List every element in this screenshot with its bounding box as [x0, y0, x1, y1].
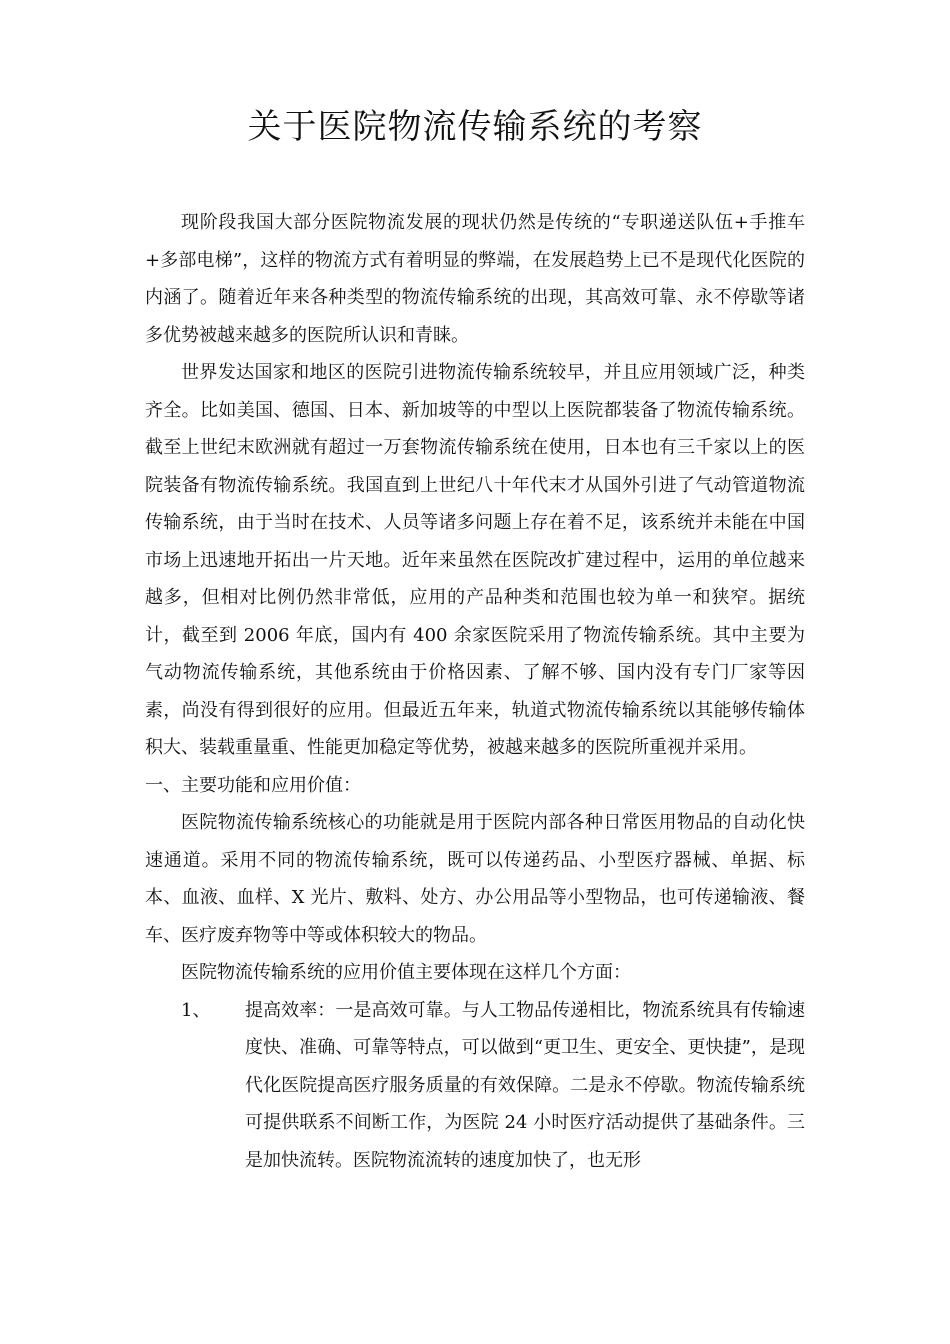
- list-item-text: 提高效率：一是高效可靠。与人工物品传递相比，物流系统具有传输速度快、准确、可靠等特点，可以做到“更卫生、更安全、更快捷”，是现代化医院提高医疗服务质量的有效保障。二是永不停歇。物流传输系统可提供联系不间断工作，为医院 24 小时医疗活动提供了基础条件。三是加快流转。医院物流流转的速度加快了，也无形: [245, 999, 805, 1171]
- paragraph-world-overview: 世界发达国家和地区的医院引进物流传输系统较早，并且应用领域广泛，种类齐全。比如美国、德国、日本、新加坡等的中型以上医院都装备了物流传输系统。截至上世纪末欧洲就有超过一万套物流传输系统在使用，日本也有三千家以上的医院装备有物流传输系统。我国直到上世纪八十年代末才从国外引进了气动管道物流传输系统，由于当时在技术、人员等诸多问题上存在着不足，该系统并未能在中国市场上迅速地开拓出一片天地。近年来虽然在医院改扩建过程中，运用的单位越来越多，但相对比例仍然非常低，应用的产品种类和范围也较为单一和狭窄。据统计，截至到 2006 年底，国内有 400 余家医院采用了物流传输系统。其中主要为气动物流传输系统，其他系统由于价格因素、了解不够、国内没有专门厂家等因素，尚没有得到很好的应用。但最近五年来，轨道式物流传输系统以其能够传输体积大、装载重量重、性能更加稳定等优势，被越来越多的医院所重视并采用。: [145, 362, 805, 758]
- paragraph-value-intro: 医院物流传输系统的应用价值主要体现在这样几个方面：: [181, 962, 631, 983]
- list-item-number: 1、: [181, 999, 211, 1021]
- document-title: 关于医院物流传输系统的考察: [247, 107, 703, 147]
- document-body: [145, 204, 805, 1179]
- list-item: [145, 992, 805, 1180]
- paragraph-intro: 现阶段我国大部分医院物流发展的现状仍然是传统的“专职递送队伍+手推车+多部电梯”，这样的物流方式有着明显的弊端，在发展趋势上已不是现代化医院的内涵了。随着近年来各种类型的物流传输系统的出现，其高效可靠、永不停歇等诸多优势被越来越多的医院所认识和青睐。: [145, 212, 805, 346]
- section-heading: 一、主要功能和应用价值：: [145, 774, 361, 796]
- paragraph-core-function: 医院物流传输系统核心的功能就是用于医院内部各种日常医用物品的自动化快速通道。采用不同的物流传输系统，既可以传递药品、小型医疗器械、单据、标本、血液、血样、X 光片、敷料、处方、办公用品等小型物品，也可传递输液、餐车、医疗废弃物等中等或体积较大的物品。: [145, 812, 805, 946]
